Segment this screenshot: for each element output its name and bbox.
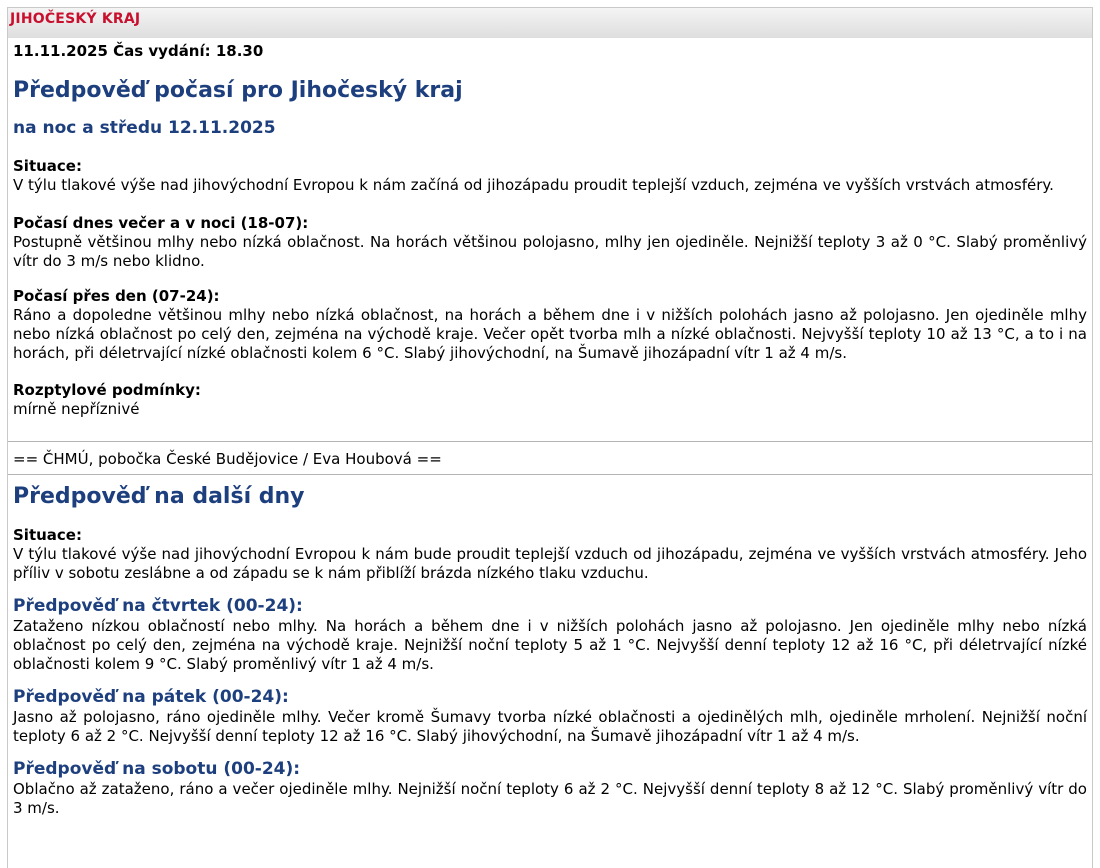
dispersion-text: mírně nepříznivé: [13, 400, 140, 418]
day-label: Počasí přes den (07-24):: [13, 287, 220, 305]
night-text: Postupně většinou mlhy nebo nízká oblačnost. Na horách většinou polojasno, mlhy jen ojediněle. Nejnižší teploty 3 až 0 °C. Slabý proměnlivý vítr do 3 m/s nebo klidno.: [13, 233, 1087, 270]
next-days-situation-label: Situace:: [13, 526, 82, 544]
day-forecast-title: Předpověď na pátek (00-24):: [13, 687, 289, 707]
issue-date-time: 11.11.2025 Čas vydání: 18.30: [13, 42, 264, 60]
situation-section: [13, 157, 1087, 195]
dispersion-label: Rozptylové podmínky:: [13, 381, 201, 399]
day-section: [13, 287, 1087, 363]
author-line: == ČHMÚ, pobočka České Budějovice / Eva Houbová ==: [8, 441, 1092, 475]
forecast-panel: [7, 7, 1093, 868]
day-forecast-text: Jasno až polojasno, ráno ojediněle mlhy. Večer kromě Šumavy tvorba nízké oblačnosti a ojedinělých mlh, ojediněle mrholení. Nejnižší noční teploty 6 až 2 °C. Nejvyšší denní teploty 12 až 16 °C. Slabý jihovýchodní, na Šumavě jihozápadní vítr 1 až 4 m/s.: [13, 708, 1087, 745]
next-days-situation-section: [13, 526, 1087, 583]
day-forecast-text: Oblačno až zataženo, ráno a večer ojediněle mlhy. Nejnižší noční teploty 6 až 2 °C. Nejvyšší denní teploty 8 až 12 °C. Slabý proměnlivý vítr do 3 m/s.: [13, 780, 1087, 817]
day-forecast-friday: [13, 686, 1087, 746]
night-section: [13, 214, 1087, 271]
situation-label: Situace:: [13, 157, 82, 175]
day-text: Ráno a dopoledne většinou mlhy nebo nízká oblačnost, na horách a během dne i v nižších polohách jasno až polojasno. Jen ojediněle mlhy nebo nízká oblačnost po celý den, zejména na východě kraje. Večer opět tvorba mlh a nízké oblačnosti. Nejvyšší teploty 10 až 13 °C, a to i na horách, při déletrvající nízké oblačnosti kolem 6 °C. Slabý jihovýchodní, na Šumavě jihozápadní vítr 1 až 4 m/s.: [13, 306, 1087, 362]
dispersion-section: [13, 381, 1087, 419]
forecast-content: [8, 42, 1092, 818]
forecast-title: Předpověď počasí pro Jihočeský kraj: [13, 78, 463, 103]
day-forecast-title: Předpověď na čtvrtek (00-24):: [13, 596, 303, 616]
next-days-title: Předpověď na další dny: [13, 484, 305, 509]
day-forecast-saturday: [13, 758, 1087, 818]
situation-text: V týlu tlakové výše nad jihovýchodní Evropou k nám začíná od jihozápadu proudit teplejší vzduch, zejména ve vyšších vrstvách atmosféry.: [13, 176, 1054, 194]
region-title: JIHOČESKÝ KRAJ: [10, 11, 141, 27]
day-forecast-title: Předpověď na sobotu (00-24):: [13, 759, 301, 779]
day-forecast-text: Zataženo nízkou oblačností nebo mlhy. Na horách a během dne i v nižších polohách jasno až polojasno. Jen ojediněle mlhy nebo nízká oblačnost po celý den, zejména na východě kraje. Nejnižší noční teploty 5 až 1 °C. Nejvyšší denní teploty 12 až 16 °C, při déletrvající nízké oblačnosti kolem 9 °C. Slabý proměnlivý vítr 1 až 4 m/s.: [13, 617, 1087, 673]
region-header: [8, 8, 1092, 38]
forecast-subtitle: na noc a středu 12.11.2025: [13, 118, 276, 138]
day-forecast-thursday: [13, 595, 1087, 674]
next-days-situation-text: V týlu tlakové výše nad jihovýchodní Evropou k nám bude proudit teplejší vzduch od jihozápadu, zejména ve vyšších vrstvách atmosféry. Jeho příliv v sobotu zeslábne a od západu se k nám přiblíží brázda nízkého tlaku vzduchu.: [13, 545, 1087, 582]
night-label: Počasí dnes večer a v noci (18-07):: [13, 214, 309, 232]
